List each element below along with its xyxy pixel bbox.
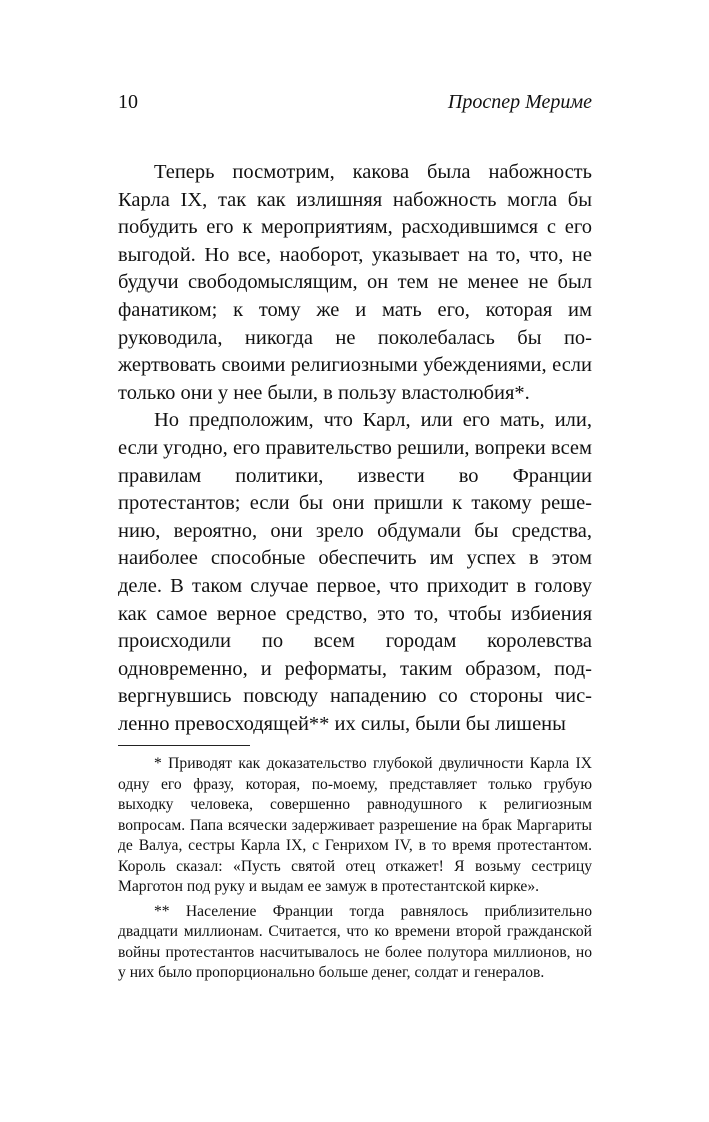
book-page	[118, 88, 592, 988]
running-title: Проспер Мериме	[447, 91, 592, 113]
footnote: ** Население Франции тогда равнялось приблизительно двадцати миллионам. Считается, что ко времени второй гражданской войны протестантов насчитывалось не более полутора миллионов, но у них было пропорционально больше денег, солдат и генералов.	[118, 902, 592, 982]
footnote-divider	[118, 745, 250, 746]
page-number: 10	[118, 91, 138, 113]
running-head	[118, 88, 592, 128]
body-text	[118, 159, 592, 738]
footnote: * Приводят как доказательство глубокой двуличности Карла IX одну его фразу, которая, по-моему, представляет только грубую выходку человека, совершенно равнодушного к религиозным вопросам. Папа всячески задерживает разрешение на брак Маргариты де Валуа, сестры Карла IX, с Генрихом IV, в то время протестантом. Король сказал: «Пусть святой отец откажет! Я возьму сестрицу Марготон под руку и выдам ее замуж в протестантской кирке».	[118, 755, 592, 896]
paragraph: Но предположим, что Карл, или его мать, или, если угодно, его правительство решили, вопреки всем правилам политики, извести во Франции протестантов; если бы они пришли к такому решению, вероятно, они зрело обдумали бы средства, наиболее способные обеспечить им успех в этом деле. В таком случае первое, что приходит в голову как самое верное средство, это то, чтобы избиения происходили по всем городам королевства одновременно, и реформаты, таким образом, подвергнувшись повсюду нападению со стороны численно превосходящей** их силы, были бы лишены	[118, 409, 592, 735]
paragraph: Теперь посмотрим, какова была набожность Карла IX, так как излишняя набожность могла бы побудить его к мероприятиям, расходившимся с его выгодой. Но все, наоборот, указывает на то, что, не будучи свободомыслящим, он тем не менее не был фанатиком; к тому же и мать его, которая им руководила, никогда не поколебалась бы пожертвовать своими религиозными убеждениями, если только они у нее были, в пользу властолюбия*.	[118, 161, 592, 404]
footnotes	[118, 754, 592, 984]
